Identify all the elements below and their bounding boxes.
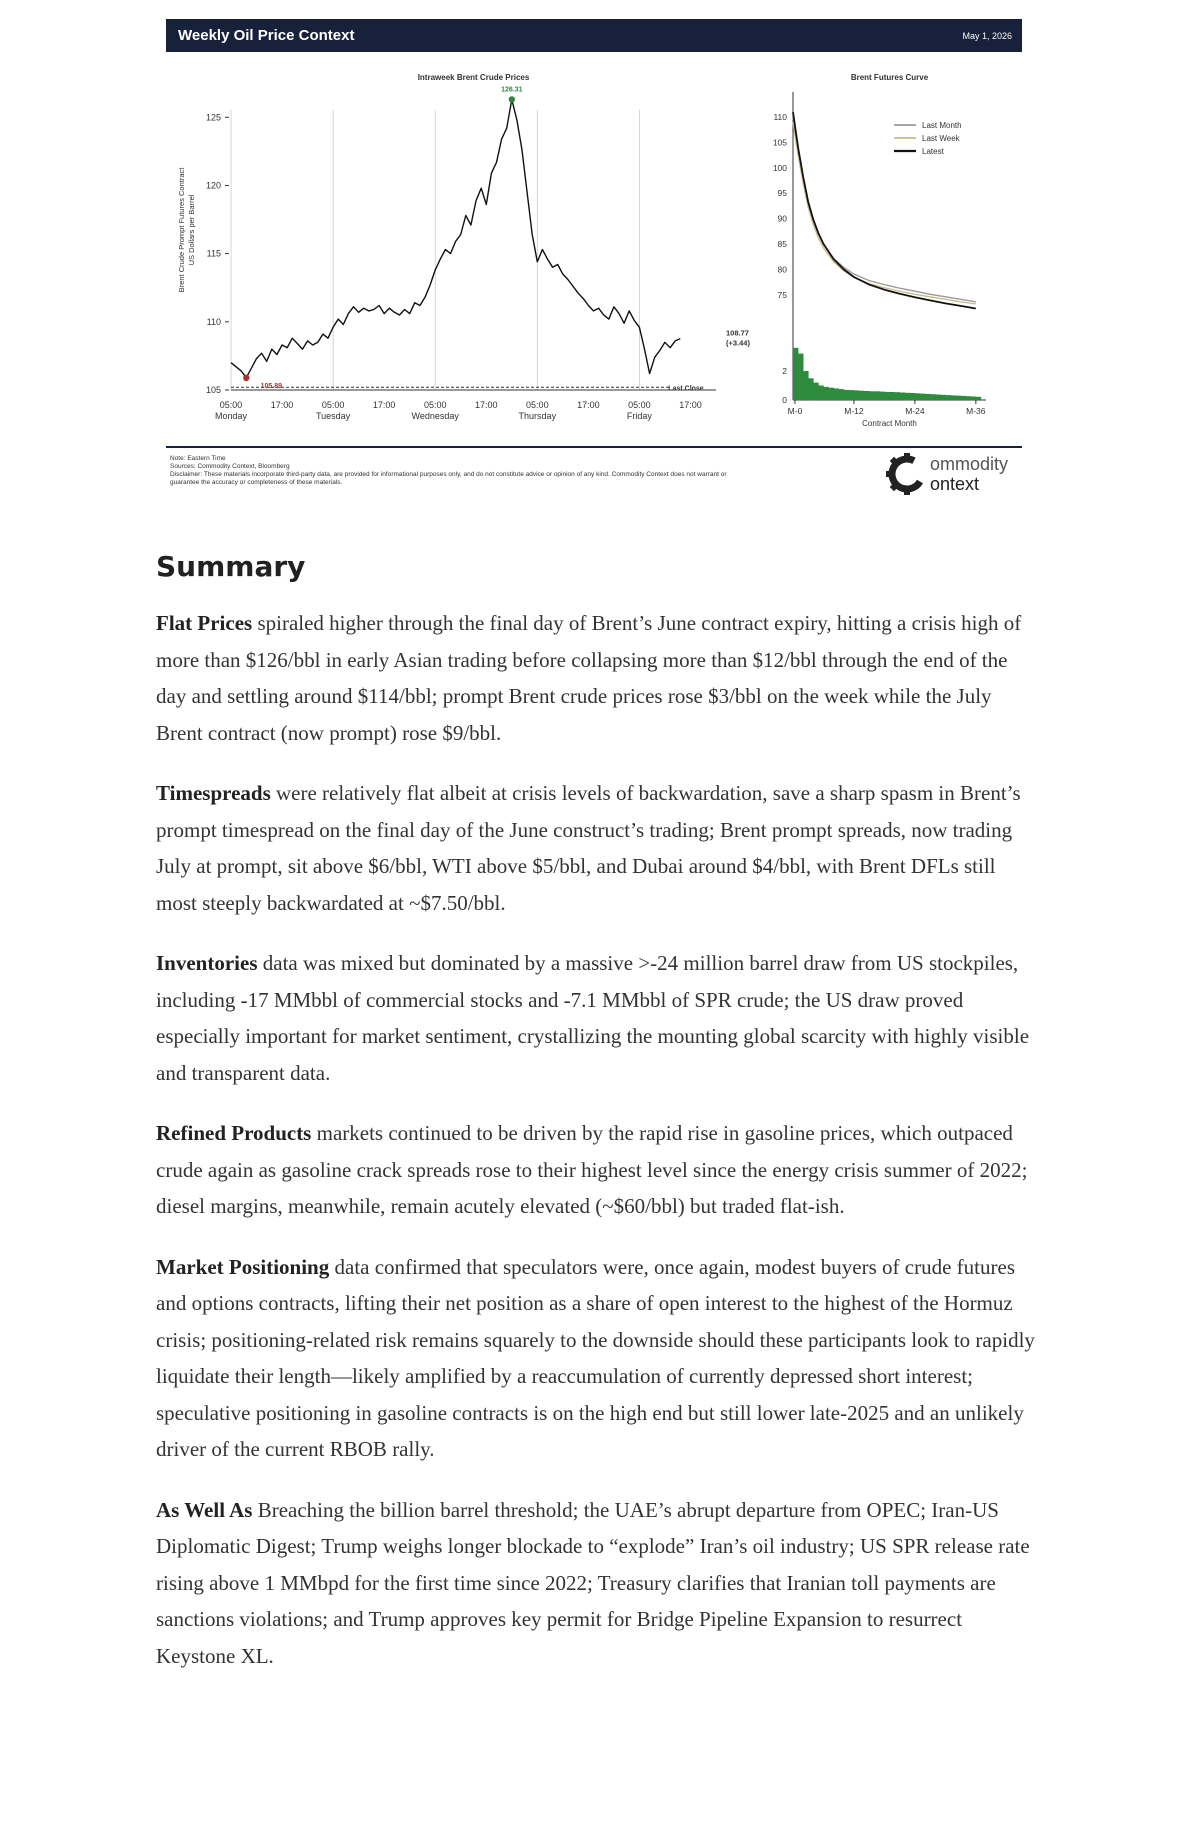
chart2-xtick-label: M-12 <box>844 406 864 416</box>
chart2-bar <box>935 395 940 401</box>
summary-heading: Summary <box>156 550 306 583</box>
summary-paragraph <box>156 605 1036 751</box>
chart2-curve-1 <box>793 122 976 304</box>
paragraph-lead: Refined Products <box>156 1121 312 1145</box>
chart2-bar <box>925 394 930 400</box>
chart2-bar <box>905 393 910 400</box>
chart1-xtick-time: 05:00 <box>321 400 345 410</box>
paragraph-lead: Flat Prices <box>156 611 253 635</box>
chart1-low-marker <box>243 375 249 381</box>
charts-panel <box>166 60 1022 440</box>
chart2-bar <box>793 348 798 400</box>
disclaimer-line: Disclaimer: These materials incorporate third-party data, are provided for informational purposes only, and do not constitute advice or opinion of any kind. Commodity Context does not warrant or guarantee the accuracy or completeness of these materials. <box>170 471 727 486</box>
divider <box>166 446 1022 448</box>
chart2-ytick-label: 110 <box>773 112 787 123</box>
chart1-xtick-time: 05:00 <box>526 400 549 410</box>
chart1-xtick-day: Wednesday <box>411 411 459 421</box>
chart2-xtick-label: M-24 <box>905 406 925 416</box>
chart2-bar <box>874 391 879 400</box>
chart2-lower-ytick-label: 0 <box>782 395 787 405</box>
chart2-ytick-label: 100 <box>772 162 787 173</box>
logo-line2: ontext <box>930 474 980 494</box>
chart2-bar <box>940 395 945 400</box>
chart2-bar <box>956 396 961 400</box>
chart2-xtick-label: M-36 <box>966 406 986 416</box>
chart1-last-close-label: Last Close <box>668 385 704 393</box>
commodity-context-logo <box>885 452 1025 498</box>
chart1-last-value: 108.77 <box>726 328 749 338</box>
paragraph-text: markets continued to be driven by the rapid rise in gasoline prices, which outpaced crude again as gasoline crack spreads rose to their highest level since the energy crisis summer of 2022; diesel margins, meanwhile, remain acutely elevated (~$60/bbl) but traded flat-ish. <box>156 1121 1028 1218</box>
chart2-bar <box>961 396 966 400</box>
chart1-last-change: (+3.44) <box>726 338 750 348</box>
chart1-xtick-day: Thursday <box>518 411 557 421</box>
chart2-bar <box>854 390 859 400</box>
chart1-low-label: 105.89 <box>260 382 283 390</box>
chart2-bar <box>798 354 803 400</box>
report-date: May 1, 2026 <box>962 30 1012 41</box>
chart1-xtick-time: 17:00 <box>270 400 294 410</box>
chart2-ytick-label: 85 <box>777 239 787 249</box>
paragraph-lead: Inventories <box>156 951 258 975</box>
chart2-ytick-label: 75 <box>777 289 787 300</box>
paragraph-text: spiraled higher through the final day of Brent’s June contract expiry, hitting a crisis high of more than $126/bbl in early Asian trading before collapsing more than $12/bbl through the end of the day and settling around $114/bbl; prompt Brent crude prices rose $3/bbl on the week while the July Brent contract (now prompt) rose $9/bbl. <box>156 611 1022 745</box>
summary-paragraph <box>156 1115 1036 1225</box>
chart2-bar <box>900 393 905 401</box>
chart1-xtick-day: Friday <box>626 411 652 421</box>
chart1-xtick-time: 17:00 <box>372 400 396 410</box>
chart2-bar <box>813 383 818 400</box>
paragraph-lead: Market Positioning <box>156 1254 330 1279</box>
chart1-xtick-time: 17:00 <box>679 400 702 410</box>
chart2-bar <box>879 392 884 400</box>
chart2-bar <box>890 392 895 400</box>
chart2-bar <box>976 397 981 400</box>
chart1-ylabel: US Dollars per Barrel <box>187 194 196 266</box>
chart1-title: Intraweek Brent Crude Prices <box>417 73 530 82</box>
chart1-high-marker <box>509 96 515 102</box>
summary-paragraph <box>156 945 1036 1091</box>
chart2-bar <box>895 392 900 400</box>
logo-line1: ommodity <box>930 454 1009 474</box>
paragraph-text: Breaching the billion barrel threshold; the UAE’s abrupt departure from OPEC; Iran-US Diplomatic Digest; Trump weighs longer blockade to “explode” Iran’s oil industry; US SPR release rate rising above 1 MMbpd for the first time since 2022; Treasury clarifies that Iranian toll payments are sanctions violations; and Trump approves key permit for Bridge Pipeline Expansion to resurrect Keystone XL. <box>156 1497 1030 1668</box>
paragraph-lead: As Well As <box>156 1497 253 1522</box>
summary-paragraph <box>156 1249 1036 1468</box>
report-title: Weekly Oil Price Context <box>178 27 355 44</box>
chart1-xtick-time: 05:00 <box>423 400 447 410</box>
chart1-xtick-day: Tuesday <box>316 411 351 421</box>
chart2-bar <box>915 393 920 400</box>
chart1-price-line <box>231 99 680 377</box>
chart2-bar <box>818 386 823 401</box>
chart2-bar <box>834 388 839 400</box>
paragraph-text: were relatively flat albeit at crisis levels of backwardation, save a sharp spasm in Brent’s prompt timespread on the final day of the June construct’s trading; Brent prompt spreads, now trading July at prompt, sit above $6/bbl, WTI above $5/bbl, and Dubai around $4/bbl, with Brent DFLs still most steeply backwardated at ~$7.50/bbl. <box>156 781 1021 915</box>
chart1-ytick-label: 110 <box>206 316 221 327</box>
chart1-ytick-label: 115 <box>206 248 221 259</box>
chart2-bar <box>844 390 849 400</box>
note-line: Note: Eastern Time <box>170 455 226 462</box>
chart2-legend-label: Latest <box>922 147 944 156</box>
report-header <box>166 19 1022 52</box>
summary-paragraph <box>156 1492 1036 1675</box>
chart2-bar <box>884 392 889 400</box>
summary-paragraph <box>156 775 1036 921</box>
chart2-legend-label: Last Month <box>922 121 962 130</box>
sources-line: Sources: Commodity Context, Bloomberg <box>170 463 290 470</box>
chart2-bar <box>864 391 869 400</box>
chart1-xtick-day: Monday <box>214 411 248 421</box>
chart2-lower-ytick-label: 2 <box>782 366 787 376</box>
chart2-bar <box>950 395 955 400</box>
chart1-xtick-time: 05:00 <box>219 400 243 410</box>
chart1-ytick-label: 125 <box>205 112 221 123</box>
chart2-bar <box>930 394 935 400</box>
chart1-xtick-time: 17:00 <box>577 400 600 410</box>
chart2-bar <box>803 371 808 400</box>
chart2-bar <box>859 391 864 400</box>
chart2-ytick-label: 105 <box>772 137 787 148</box>
chart2-bar <box>829 388 834 400</box>
chart2-bar <box>910 393 915 400</box>
chart2-xtick-label: M-0 <box>787 406 803 416</box>
paragraph-text: data confirmed that speculators were, once again, modest buyers of crude futures and options contracts, lifting their net position as a share of open interest to the highest of the Hormuz crisis; positioning-related risk remains squarely to the downside should these participants look to rapidly liquidate their length—likely amplified by a reaccumulation of currently depressed short interest; speculative positioning in gasoline contracts is on the high end but still lower late-2025 and an unlikely driver of the current RBOB rally. <box>156 1254 1035 1461</box>
chart2-bar <box>971 397 976 401</box>
chart2-bar <box>920 394 925 400</box>
summary-section <box>156 550 1036 1698</box>
paragraph-lead: Timespreads <box>156 781 271 805</box>
chart1-ylabel: Brent Crude Prompt Futures Contract <box>177 167 186 293</box>
gear-c-icon <box>885 452 929 496</box>
chart-notes <box>170 455 730 487</box>
chart2-title: Brent Futures Curve <box>850 73 929 82</box>
chart1-ytick-label: 120 <box>205 180 221 191</box>
paragraph-text: data was mixed but dominated by a massive >-24 million barrel draw from US stockpiles, including -17 MMbbl of commercial stocks and -7.1 MMbbl of SPR crude; the US draw proved especially important for market sentiment, crystallizing the mounting global scarcity with highly visible and transparent data. <box>156 951 1030 1085</box>
chart2-bar <box>849 390 854 400</box>
chart2-ytick-label: 95 <box>777 188 787 199</box>
chart2-ytick-label: 90 <box>777 213 787 224</box>
chart2-ytick-label: 80 <box>777 264 787 275</box>
chart1-high-label: 126.31 <box>501 86 523 94</box>
chart1-ytick-label: 105 <box>205 385 221 395</box>
chart2-bar <box>839 389 844 400</box>
chart2-bar <box>824 387 829 400</box>
chart2-legend-label: Last Week <box>922 134 960 143</box>
chart2-curve-0 <box>793 117 976 302</box>
chart2-xlabel: Contract Month <box>862 419 917 428</box>
chart1-xtick-time: 05:00 <box>628 400 651 410</box>
chart2-bar <box>966 396 971 400</box>
chart2-bar <box>869 391 874 400</box>
chart2-bar <box>808 378 813 400</box>
chart1-xtick-time: 17:00 <box>474 400 498 410</box>
chart2-bar <box>945 395 950 400</box>
